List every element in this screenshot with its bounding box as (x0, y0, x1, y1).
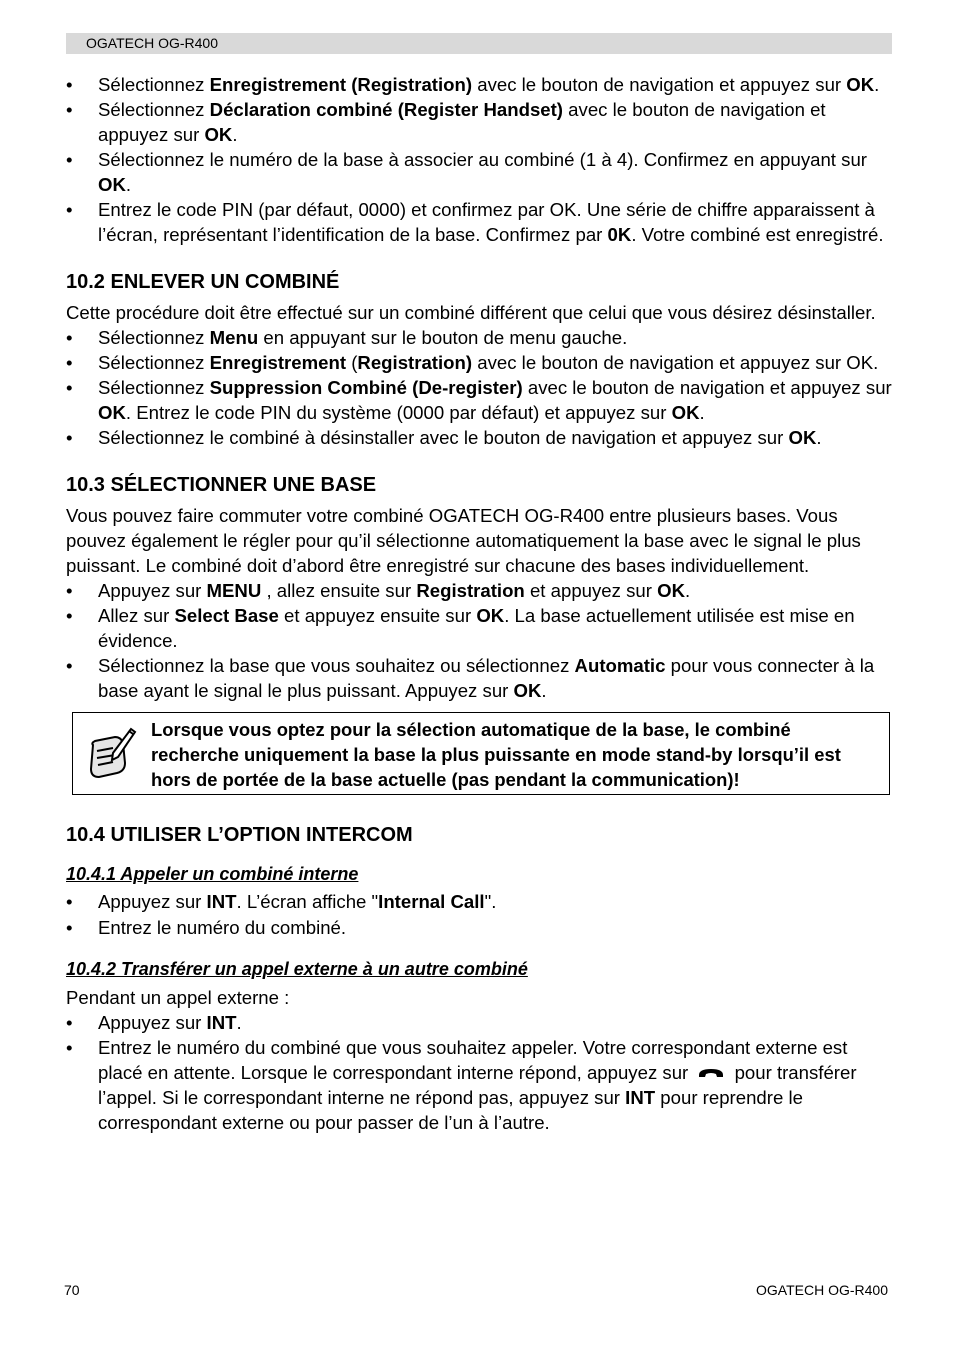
note-text: Lorsque vous optez pour la sélection automatique de la base, le combiné recherche uniquement la base la plus puissante en mode stand-by lorsqu’il est hors de portée de la base actuelle (pas pendant la communication)! (151, 719, 841, 790)
list-item: • Allez sur Select Base et appuyez ensuite sur OK. La base actuellement utilisée est mise en évidence. (66, 603, 892, 653)
subsection-intro: Pendant un appel externe : (66, 987, 290, 1008)
list-item: • Appuyez sur MENU , allez ensuite sur Registration et appuyez sur OK. (66, 578, 892, 603)
note-pencil-icon (85, 723, 137, 783)
list-item: • Sélectionnez Déclaration combiné (Register Handset) avec le bouton de navigation et appuyez sur OK. (66, 97, 892, 147)
list-item: • Appuyez sur INT. L’écran affiche "Internal Call". (66, 889, 892, 914)
section-intro: Cette procédure doit être effectué sur un combiné différent que celui que vous désirez désinstaller. (66, 302, 876, 323)
subsection-title-10-4-2: 10.4.2 Transférer un appel externe à un autre combiné (66, 959, 528, 979)
section-title-10-4: 10.4 UTILISER L’OPTION INTERCOM (66, 824, 413, 846)
list-item: • Sélectionnez Enregistrement (Registration) avec le bouton de navigation et appuyez sur OK. (66, 350, 892, 375)
section-10-3-list (66, 578, 892, 703)
page-content (66, 72, 892, 1135)
page-number: 70 (64, 1282, 80, 1298)
list-item: • Sélectionnez le combiné à désinstaller avec le bouton de navigation et appuyez sur OK. (66, 425, 892, 450)
list-item: • Entrez le code PIN (par défaut, 0000) et confirmez par OK. Une série de chiffre apparaissent à l’écran, représentant l’identification de la base. Confirmez par 0K. Votre combiné est enregistré. (66, 197, 892, 247)
header-title: OGATECH OG-R400 (86, 35, 218, 51)
section-intro: Vous pouvez faire commuter votre combiné OGATECH OG-R400 entre plusieurs bases. Vous pouvez également le régler pour qu’il sélectionne automatiquement la base avec le signal le plus puissant. Le combiné doit d’abord être enregistré sur chacune des bases individuellement. (66, 505, 861, 576)
section-title-10-3: 10.3 SÉLECTIONNER UNE BASE (66, 474, 377, 496)
list-item: • Sélectionnez le numéro de la base à associer au combiné (1 à 4). Confirmez en appuyant sur OK. (66, 147, 892, 197)
list-item: • Entrez le numéro du combiné. (66, 915, 892, 940)
subsection-10-4-2-list (66, 1010, 892, 1135)
footer-title: OGATECH OG-R400 (756, 1282, 888, 1298)
note-box (72, 712, 890, 795)
section-10-2-list (66, 325, 892, 450)
handset-icon (697, 1066, 725, 1080)
subsection-title-10-4-1: 10.4.1 Appeler un combiné interne (66, 864, 359, 884)
intro-list (66, 72, 892, 247)
list-item: • Sélectionnez Menu en appuyant sur le bouton de menu gauche. (66, 325, 892, 350)
list-item: • Sélectionnez Suppression Combiné (De-register) avec le bouton de navigation et appuyez sur OK. Entrez le code PIN du système (0000 par défaut) et appuyez sur OK. (66, 375, 892, 425)
list-item: • Sélectionnez la base que vous souhaitez ou sélectionnez Automatic pour vous connecter à la base ayant le signal le plus puissant. Appuyez sur OK. (66, 653, 892, 703)
section-title-10-2: 10.2 ENLEVER UN COMBINÉ (66, 271, 340, 293)
subsection-10-4-1-list (66, 889, 892, 940)
list-item: • Entrez le numéro du combiné que vous souhaitez appeler. Votre correspondant externe est placé en attente. Lorsque le correspondant interne répond, appuyez sur pour transférer l’appel. Si le correspondant interne ne répond pas, appuyez sur INT pour reprendre le correspondant externe ou pour passer de l’un à l’autre. (66, 1035, 892, 1135)
list-item: • Sélectionnez Enregistrement (Registration) avec le bouton de navigation et appuyez sur OK. (66, 72, 892, 97)
list-item: • Appuyez sur INT. (66, 1010, 892, 1035)
